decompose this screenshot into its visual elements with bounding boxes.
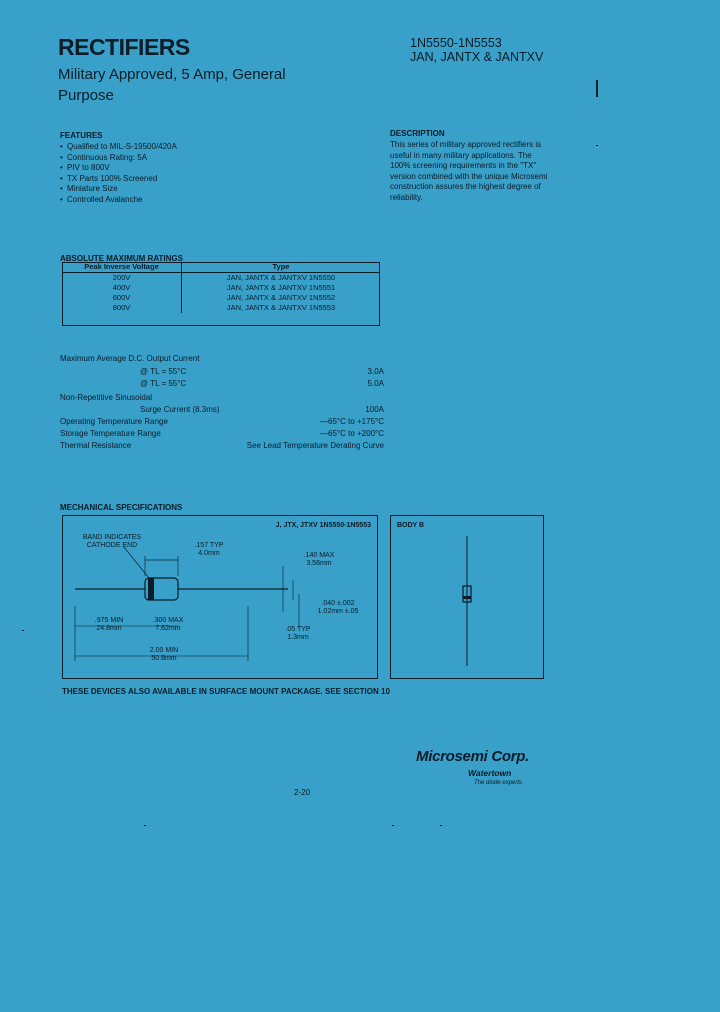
spec-row-avg2 (60, 378, 384, 389)
features-list (60, 142, 280, 205)
table-row (62, 283, 380, 293)
spec-value: 3.0A (367, 367, 384, 376)
scan-mark (22, 630, 24, 631)
drawing-title: J, JTX, JTXV 1N5550-1N5553 (275, 522, 371, 529)
feature-item: • Continuous Rating: 5A (60, 153, 280, 164)
spec-value: 100A (365, 405, 384, 414)
table-row (62, 303, 380, 313)
spec-row-surge (60, 404, 384, 415)
dim-inch: .140 MAX (303, 552, 335, 559)
type-cell: JAN, JANTX & JANTXV 1N5552 (182, 293, 381, 303)
table-row (62, 273, 380, 284)
dim-body-length (179, 542, 239, 558)
dim-mm: 24.8mm (96, 625, 122, 632)
spec-row-storage-temp (60, 428, 384, 439)
dim-overall-length (129, 647, 199, 663)
mechanical-drawing-frame (62, 515, 378, 679)
dim-lead-diameter (305, 600, 371, 616)
feature-item: • Qualified to MIL-S-19500/420A (60, 142, 280, 153)
grade-list: JAN, JANTX & JANTXV (410, 50, 544, 64)
spec-label: @ TL = 55°C (140, 367, 187, 376)
dim-fillet (273, 626, 323, 642)
scan-mark (144, 825, 146, 826)
dim-mm: 1.3mm (287, 634, 309, 641)
feature-item: • Miniature Size (60, 184, 280, 195)
dim-lead-length (77, 617, 141, 633)
part-number-block (410, 36, 543, 64)
body-title: BODY B (397, 522, 425, 529)
dim-mm: 7.62mm (155, 625, 181, 632)
description-heading: DESCRIPTION (390, 129, 445, 138)
logo-tagline: The diode experts (474, 780, 523, 786)
spec-label: Thermal Resistance (60, 441, 132, 450)
spec-label: @ TL = 55°C (140, 379, 187, 388)
voltage-cell: 400V (112, 283, 131, 292)
band-callout: BAND INDICATES CATHODE END (82, 534, 142, 549)
features-section (60, 131, 280, 205)
spec-value: —65°C to +175°C (320, 417, 384, 426)
dim-mm: 50.8mm (151, 655, 177, 662)
table-row (62, 293, 380, 303)
page-subtitle: Military Approved, 5 Amp, General Purpose (58, 66, 286, 104)
dim-inch: .040 ±.002 (321, 600, 355, 607)
mechanical-heading: MECHANICAL SPECIFICATIONS (60, 503, 183, 512)
dim-mm: 4.0mm (198, 550, 220, 557)
spec-label: Surge Current (8.3ms) (140, 405, 220, 414)
spec-row-avg1 (60, 366, 384, 377)
type-cell: JAN, JANTX & JANTXV 1N5551 (182, 283, 381, 293)
surface-mount-note: THESE DEVICES ALSO AVAILABLE IN SURFACE MOUNT PACKAGE. SEE SECTION 10 (62, 687, 390, 696)
voltage-cell: 800V (112, 303, 131, 312)
page-number: 2-20 (294, 788, 311, 797)
voltage-cell: 600V (112, 293, 131, 302)
dim-body-max (143, 617, 193, 633)
spec-label: Storage Temperature Range (60, 429, 161, 438)
dim-inch: 2.00 MIN (149, 647, 179, 654)
feature-item: • TX Parts 100% Screened (60, 174, 280, 185)
column-header-type: Type (182, 262, 381, 273)
voltage-cell: 200V (112, 273, 131, 282)
body-outline-drawing (391, 516, 543, 678)
spec-label: Operating Temperature Range (60, 417, 168, 426)
dim-mm: 3.56mm (306, 560, 332, 567)
body-outline-frame (390, 515, 544, 679)
dim-inch: .300 MAX (152, 617, 184, 624)
column-header-voltage: Peak Inverse Voltage (62, 262, 182, 273)
dim-body-diameter (289, 552, 349, 568)
page-title: RECTIFIERS (58, 34, 190, 60)
spec-row-thermal (60, 440, 384, 451)
scan-mark (440, 825, 442, 826)
feature-item: • Controlled Avalanche (60, 195, 280, 206)
spec-row-op-temp (60, 416, 384, 427)
dim-mm: 1.02mm ±.05 (317, 608, 359, 615)
logo-location: Watertown (468, 768, 512, 778)
spec-value: See Lead Temperature Derating Curve (246, 441, 384, 450)
scan-mark (596, 145, 598, 146)
surge-heading: Non-Repetitive Sinusoidal (60, 393, 153, 402)
ratings-table (62, 262, 380, 313)
microsemi-logo (416, 748, 556, 798)
part-number-range: 1N5550-1N5553 (410, 36, 502, 50)
spec-value: —65°C to +200°C (320, 429, 384, 438)
description-section (390, 129, 550, 203)
type-cell: JAN, JANTX & JANTXV 1N5550 (182, 273, 381, 284)
avg-output-heading: Maximum Average D.C. Output Current (60, 354, 200, 363)
scan-mark (392, 825, 394, 826)
dim-inch: .157 TYP (194, 542, 224, 549)
ratings-heading: ABSOLUTE MAXIMUM RATINGS (60, 254, 183, 263)
spec-value: 5.0A (367, 379, 384, 388)
table-header-row (62, 262, 380, 273)
dim-inch: .05 TYP (285, 626, 311, 633)
logo-name: Microsemi Corp. (416, 748, 530, 765)
margin-mark (596, 80, 598, 97)
dim-inch: .975 MIN (94, 617, 124, 624)
type-cell: JAN, JANTX & JANTXV 1N5553 (182, 303, 381, 313)
description-text: This series of military approved rectifiers is useful in many military applications. The 100% screening requirements in the "TX" version combined with the unique Microsemi construction assures the highest degree of reliability. (390, 140, 548, 202)
feature-item: • PIV to 800V (60, 163, 280, 174)
features-heading: FEATURES (60, 131, 103, 140)
